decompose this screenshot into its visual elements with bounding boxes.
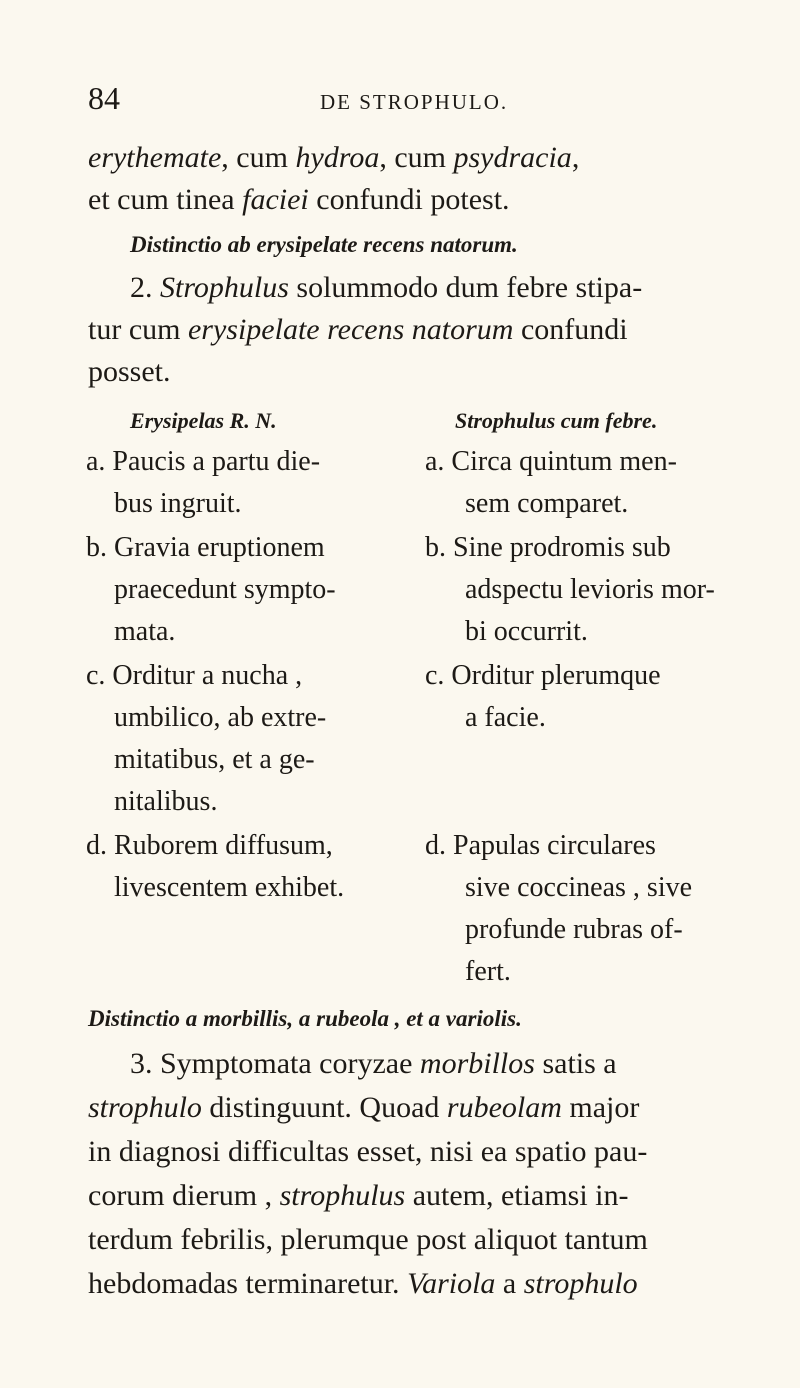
list-item-cont: mata.	[114, 616, 176, 647]
column-title: Strophulus cum febre.	[455, 408, 658, 433]
list-item-cont: profunde rubras of-	[465, 914, 683, 945]
term: strophulus	[279, 1179, 406, 1212]
term: strophulo	[88, 1091, 202, 1124]
text-line	[88, 138, 579, 178]
text-line	[88, 1264, 638, 1304]
text-line: terdum febrilis, plerumque post aliquot tantum	[88, 1223, 648, 1256]
list-item-cont: praecedunt sympto-	[114, 574, 336, 605]
list-item-cont: a facie.	[465, 702, 546, 733]
text-line	[88, 180, 510, 220]
term: erythemate	[88, 141, 222, 174]
term: Strophulus	[160, 271, 289, 304]
term: psydracia	[453, 141, 572, 174]
term: hydroa	[295, 141, 380, 174]
text: corum dierum ,	[88, 1179, 280, 1212]
text: autem, etiamsi in-	[405, 1179, 629, 1212]
section-heading: Distinctio a morbillis, a rubeola , et a variolis.	[88, 1006, 522, 1031]
text: confundi potest.	[308, 183, 510, 216]
running-head: DE STROPHULO.	[320, 90, 509, 114]
term: Variola	[407, 1267, 496, 1300]
list-item-cont: umbilico, ab extre-	[114, 702, 327, 733]
text: major	[561, 1091, 640, 1124]
list-item-cont: bus ingruit.	[114, 488, 242, 519]
text: et cum tinea	[88, 183, 243, 216]
list-item: c. Orditur a nucha ,	[86, 660, 303, 691]
text	[320, 313, 328, 346]
text: confundi	[513, 313, 628, 346]
list-item: b. Sine prodromis sub	[425, 532, 671, 563]
list-item: a. Circa quintum men-	[425, 446, 677, 477]
text: 3. Symptomata coryzae	[130, 1047, 420, 1080]
term: erysipelate	[187, 313, 320, 346]
list-item-cont: fert.	[465, 956, 511, 987]
text-line: in diagnosi difficultas esset, nisi ea spatio pau-	[88, 1135, 648, 1168]
column-title: Erysipelas R. N.	[130, 408, 277, 433]
list-item: d. Ruborem diffusum,	[86, 830, 333, 861]
text: distinguunt. Quoad	[201, 1091, 447, 1124]
text: a	[495, 1267, 524, 1300]
text-line	[130, 268, 642, 308]
term: strophulo	[523, 1267, 638, 1300]
section-heading: Distinctio ab erysipelate recens natorum.	[130, 232, 518, 257]
term: faciei	[242, 183, 309, 216]
list-item-cont: mitatibus, et a ge-	[114, 744, 315, 775]
text: solummodo dum febre stipa-	[288, 271, 643, 304]
text: , cum	[221, 141, 296, 174]
text: tur cum	[88, 313, 188, 346]
list-item: b. Gravia eruptionem	[86, 532, 325, 563]
list-item-cont: adspectu levioris mor-	[465, 574, 715, 605]
list-item-cont: livescentem exhibet.	[114, 872, 345, 903]
text-line	[88, 1088, 639, 1128]
term: rubeolam	[446, 1091, 562, 1124]
term: morbillos	[419, 1047, 535, 1080]
list-item-cont: bi occurrit.	[465, 616, 588, 647]
text: hebdomadas terminaretur.	[88, 1267, 408, 1300]
text: , cum	[379, 141, 454, 174]
list-item: a. Paucis a partu die-	[86, 446, 321, 477]
text: 2.	[130, 271, 160, 304]
list-item: d. Papulas circulares	[425, 830, 656, 861]
text: ,	[571, 141, 580, 174]
page-header	[88, 80, 740, 124]
list-item: c. Orditur plerumque	[425, 660, 661, 691]
term: recens natorum	[327, 313, 514, 346]
list-item-cont: sem comparet.	[465, 488, 629, 519]
text-line: posset.	[88, 355, 171, 388]
page-number: 84	[88, 80, 120, 116]
list-item-cont: sive coccineas , sive	[465, 872, 693, 903]
text-line	[88, 310, 628, 350]
text-line	[130, 1044, 617, 1084]
list-item-cont: nitalibus.	[114, 786, 218, 817]
text: satis a	[534, 1047, 617, 1080]
text-line	[88, 1176, 629, 1216]
